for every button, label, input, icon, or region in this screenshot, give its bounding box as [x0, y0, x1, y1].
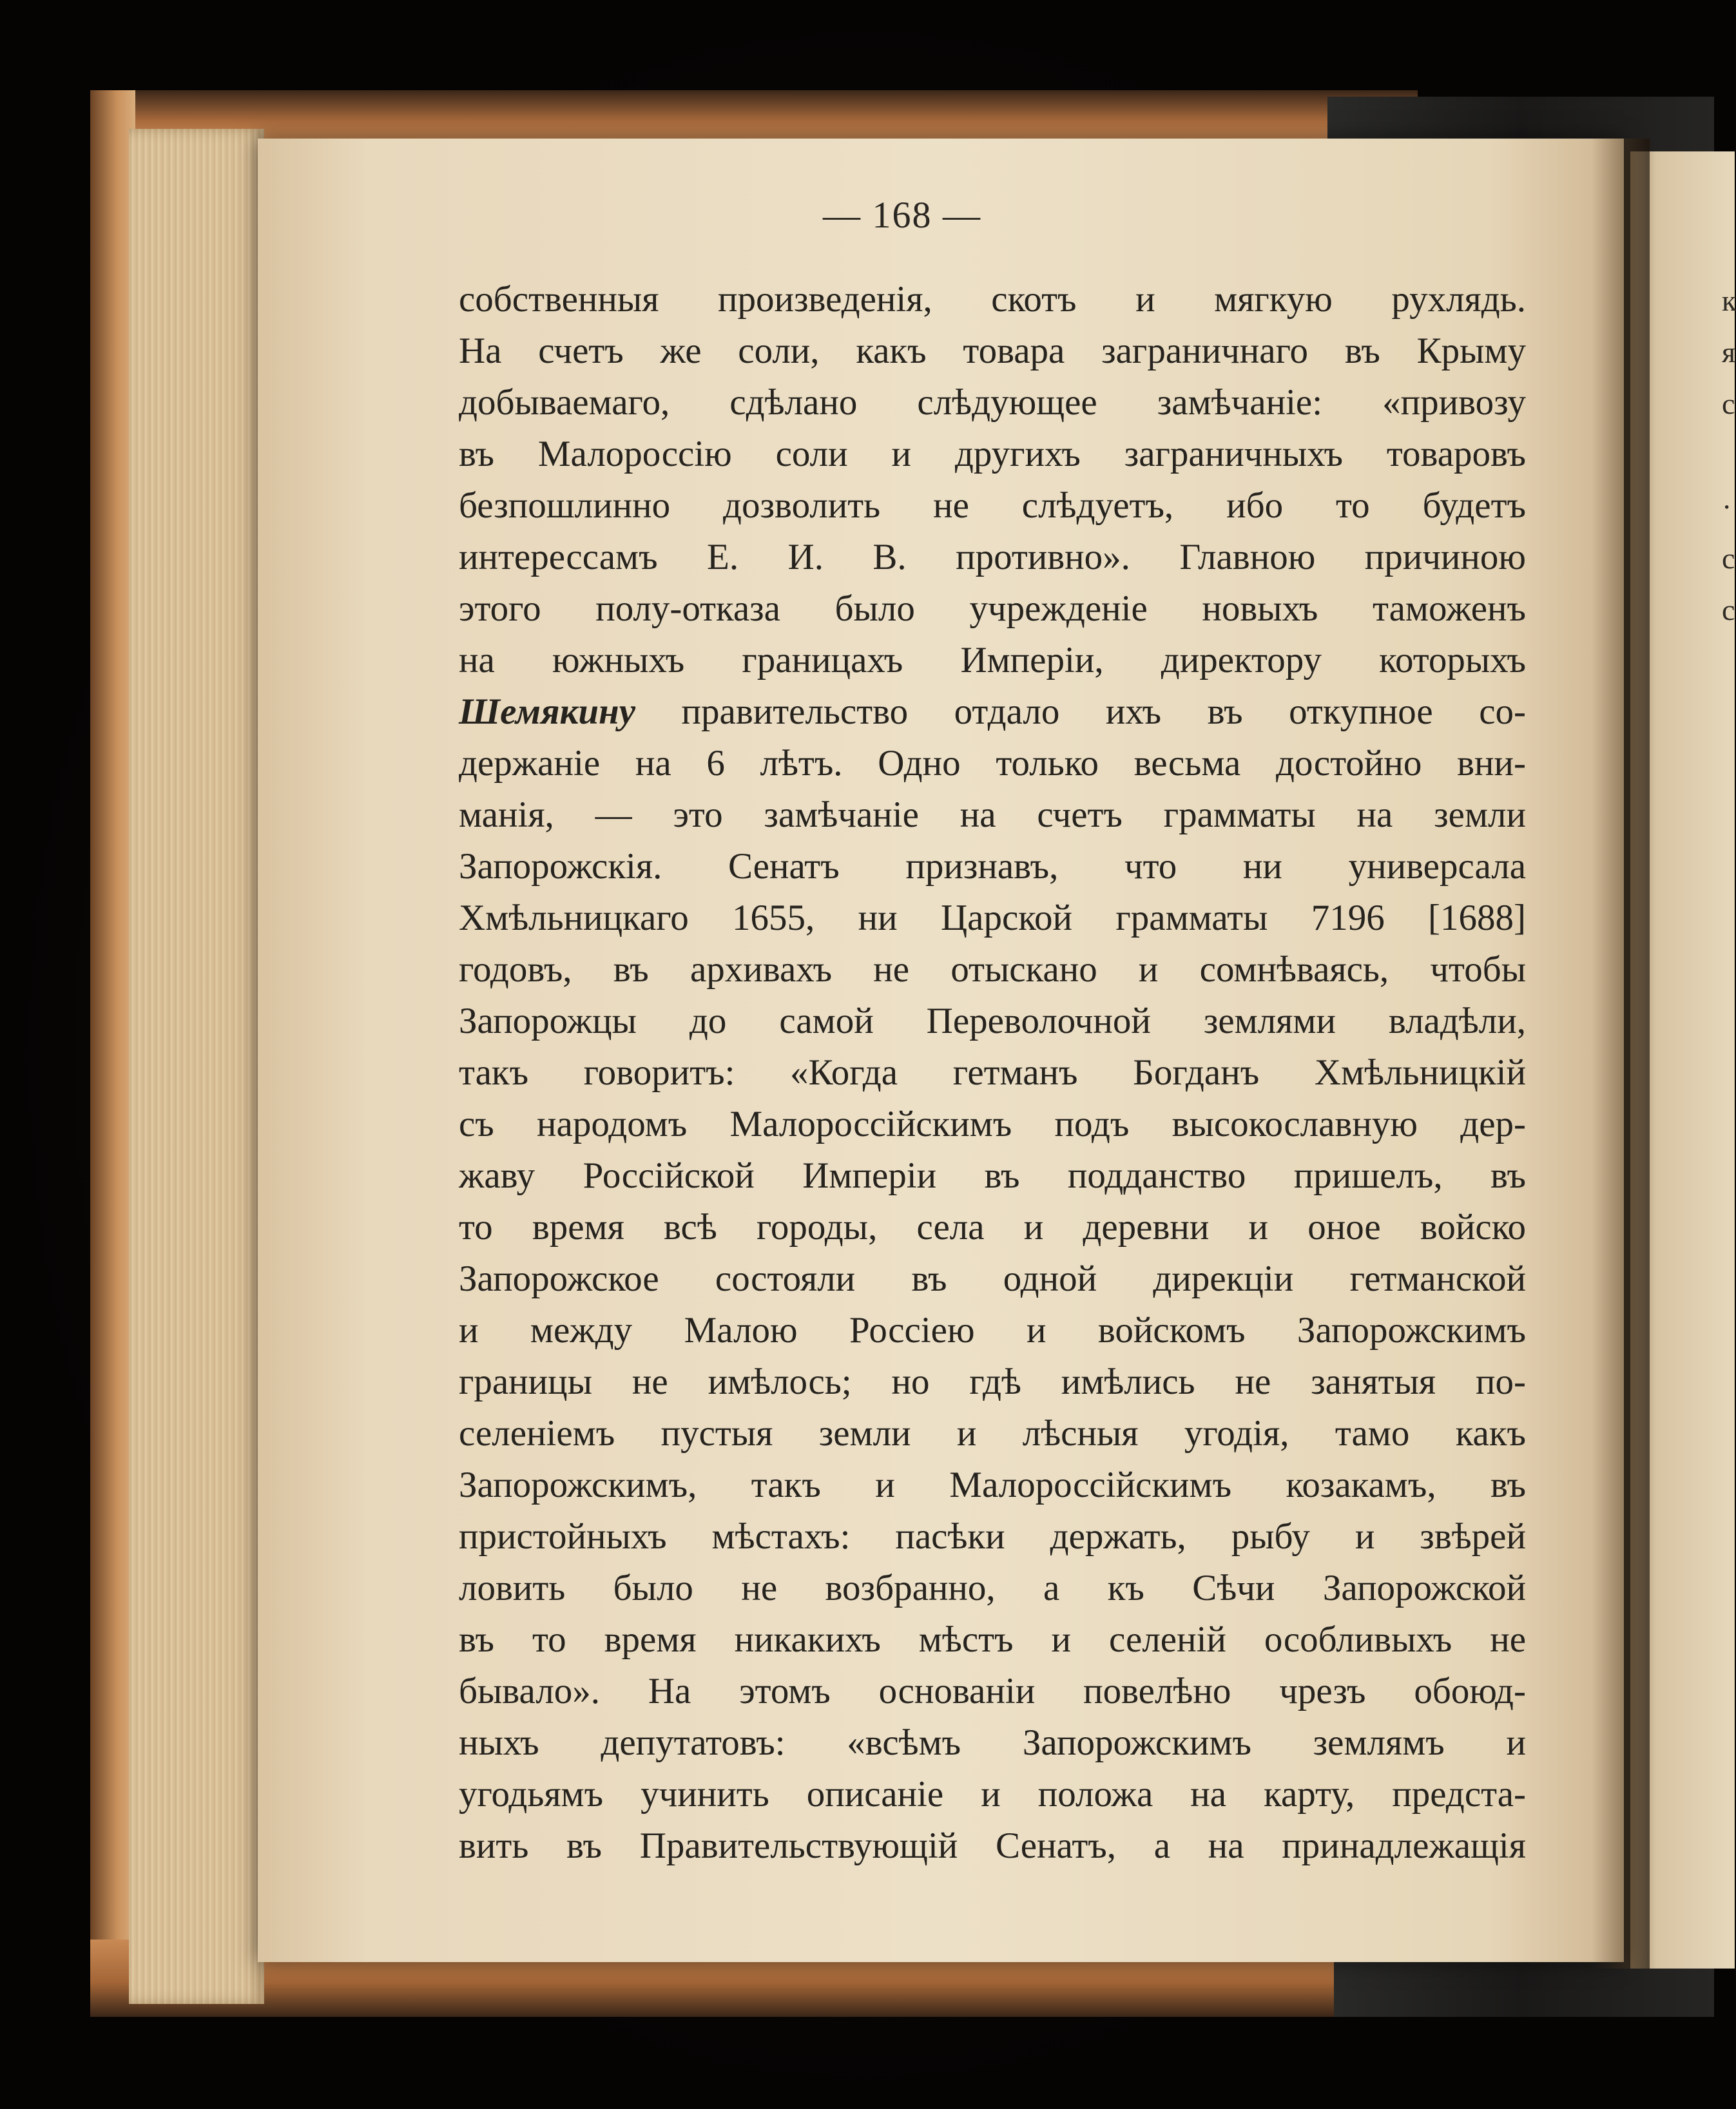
text-line: этого полу-отказа было учрежденіе новыхъ таможенъ: [459, 588, 1526, 629]
text-line: интерессамъ Е. И. В. противно». Главною причиною: [459, 537, 1526, 577]
text-line: жаву Россійской Имперіи въ подданство пришелъ, въ: [459, 1155, 1526, 1196]
text-line: въ Малороссію соли и другихъ заграничныхъ товаровъ: [459, 434, 1526, 474]
text-line: добываемаго, сдѣлано слѣдующее замѣчаніе: «привозу: [459, 382, 1526, 423]
text-line: селеніемъ пустыя земли и лѣсныя угодія, тамо какъ: [459, 1413, 1526, 1454]
emphasized-name: Шемякину: [459, 691, 636, 732]
text-line: ныхъ депутатовъ: «всѣмъ Запорожскимъ землямъ и: [459, 1722, 1526, 1763]
text-line: бывало». На этомъ основаніи повелѣно чрезъ обоюд-: [459, 1671, 1526, 1711]
page-text: [459, 274, 1526, 1872]
text-line: годовъ, въ архивахъ не отыскано и сомнѣваясь, чтобы: [459, 949, 1526, 990]
text-line: ловить было не возбранно, а къ Сѣчи Запорожской: [459, 1568, 1526, 1608]
text-line: и между Малою Россіею и войскомъ Запорожскимъ: [459, 1310, 1526, 1351]
facing-page-glyph: с: [1722, 542, 1735, 575]
facing-page-glyph: с: [1722, 387, 1735, 420]
text-line: Хмѣльницкаго 1655, ни Царской грамматы 7196 [1688]: [459, 898, 1526, 938]
text-line: пристойныхъ мѣстахъ: пасѣки держать, рыбу и звѣрей: [459, 1516, 1526, 1557]
page-edges-stack: [129, 129, 264, 2004]
page-gutter-shadow: [1592, 139, 1650, 1969]
text-line: Запорожскія. Сенатъ признавъ, что ни универсала: [459, 846, 1526, 887]
text-line: границы не имѣлось; но гдѣ имѣлись не занятыя по-: [459, 1362, 1526, 1402]
text-line-rest: правительство отдало ихъ въ откупное со-: [681, 691, 1527, 732]
text-line: безпошлинно дозволить не слѣдуетъ, ибо то будетъ: [459, 485, 1526, 526]
facing-page-glyph: я: [1722, 336, 1736, 369]
text-line: На счетъ же соли, какъ товара заграничнаго въ Крыму: [459, 331, 1526, 371]
text-line: манія, — это замѣчаніе на счетъ грамматы на земли: [459, 794, 1526, 835]
text-line: съ народомъ Малороссійскимъ подъ высокославную дер-: [459, 1104, 1526, 1144]
text-line: вить въ Правительствующій Сенатъ, а на принадлежащія: [459, 1825, 1526, 1866]
facing-page-glyph: к: [1722, 284, 1736, 317]
book-cover-top-edge: [90, 90, 1418, 142]
text-line: угодьямъ учинить описаніе и положа на карту, предста-: [459, 1774, 1526, 1815]
text-line: Запорожское состояли въ одной дирекціи гетманской: [459, 1258, 1526, 1299]
text-line-with-emphasis: [459, 686, 1526, 738]
page-number: — 168 —: [823, 194, 981, 236]
text-line: то время всѣ городы, села и деревни и оное войско: [459, 1207, 1526, 1247]
text-line: въ то время никакихъ мѣстъ и селеній особливыхъ не: [459, 1619, 1526, 1660]
text-line: Запорожскимъ, такъ и Малороссійскимъ козакамъ, въ: [459, 1465, 1526, 1505]
text-line: собственныя произведенія, скотъ и мягкую рухлядь.: [459, 279, 1526, 320]
text-line: Запорожцы до самой Переволочной землями владѣли,: [459, 1001, 1526, 1041]
text-line: на южныхъ границахъ Имперіи, директору которыхъ: [459, 640, 1526, 680]
facing-page-glyph: с: [1722, 593, 1735, 626]
facing-page-glyph: ·: [1722, 490, 1732, 523]
text-line: такъ говоритъ: «Когда гетманъ Богданъ Хмѣльницкій: [459, 1052, 1526, 1093]
text-line: держаніе на 6 лѣтъ. Одно только весьма достойно вни-: [459, 743, 1526, 784]
